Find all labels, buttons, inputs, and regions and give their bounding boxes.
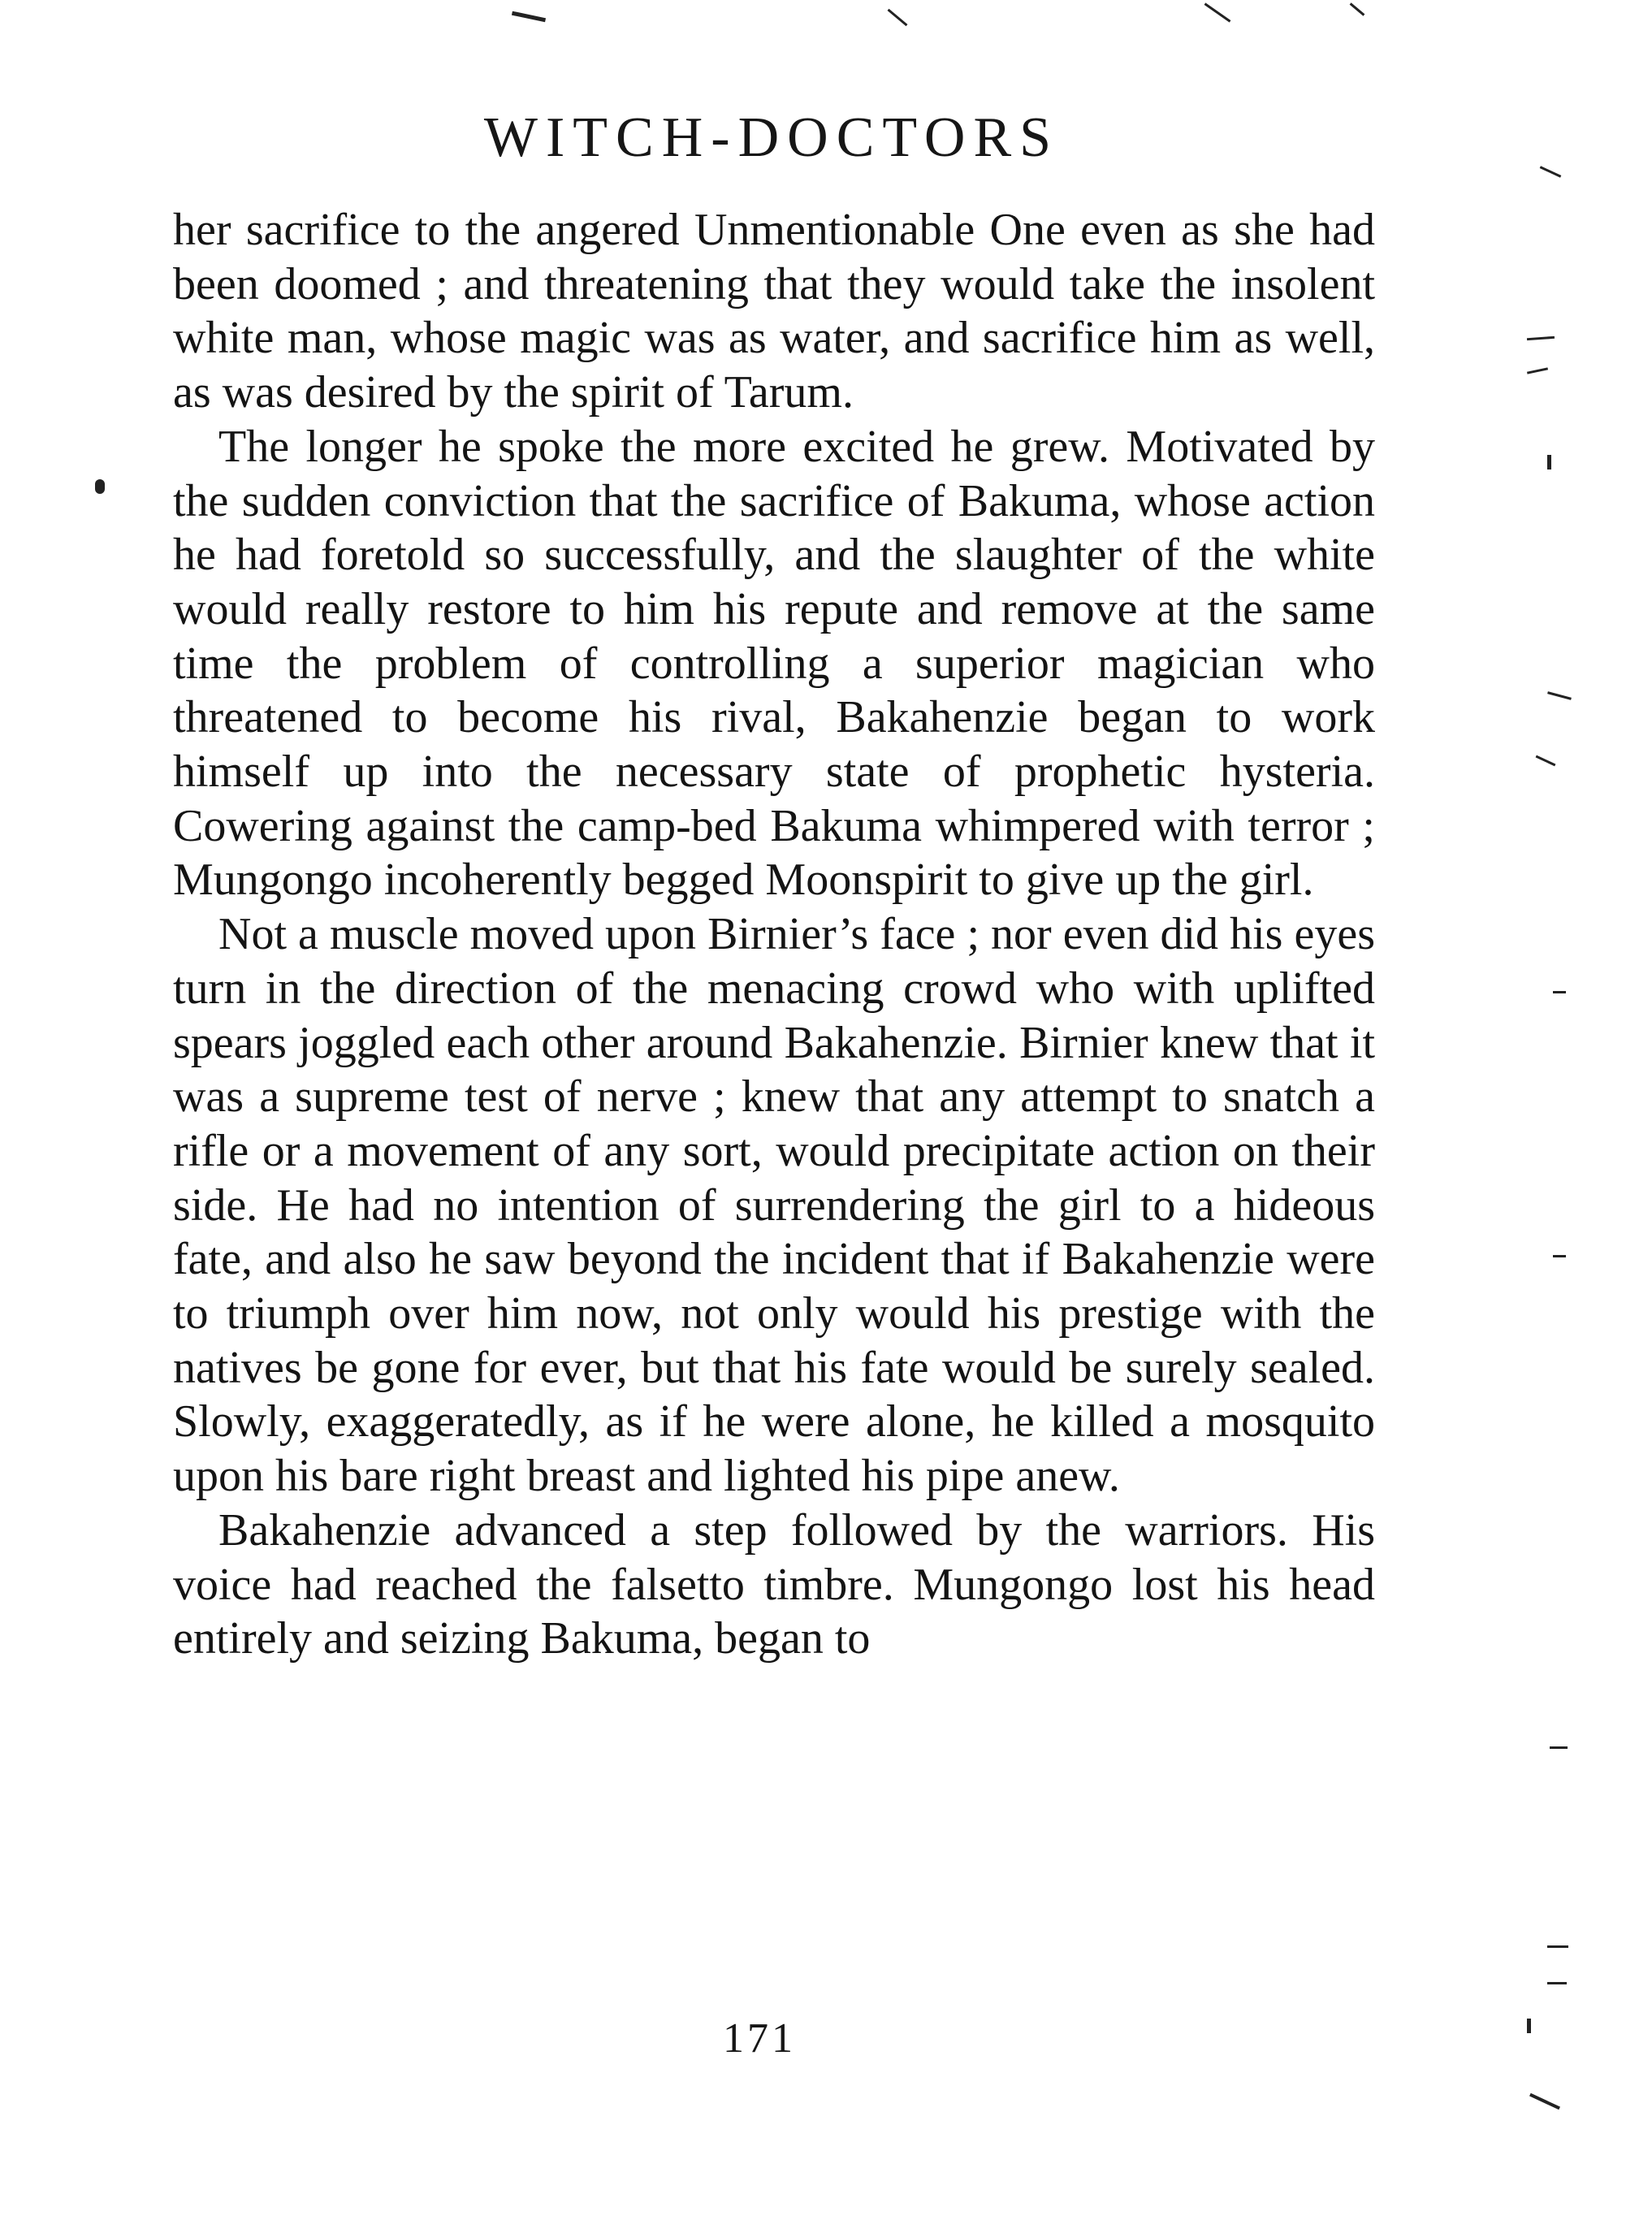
paragraph: her sacrifice to the angered Unmentionable One even as she had been doomed ; and threatening that they would take the insolent white man, whose magic was as water, and sacrifice him as well, as was desired by the spirit of Tarum.: [173, 205, 1375, 418]
margin-blot: [95, 479, 105, 494]
scan-mark: [1527, 367, 1548, 374]
paragraph: The longer he spoke the more excited he grew. Motivated by the sudden conviction that the sacrifice of Bakuma, whose action he had foretold so successfully, and the slaughter of the white would really restore to him his repute and remove at the same time the problem of controlling a superior magician who threatened to become his rival, Bakahenzie began to work himself up into the necessary state of prophetic hysteria. Cowering against the camp-bed Bakuma whimpered with terror ; Mungongo incoherently begged Moonspirit to give up the girl.: [173, 421, 1375, 906]
running-head: WITCH-DOCTORS: [483, 106, 1060, 169]
scan-mark: [1553, 1255, 1566, 1257]
scan-mark: [1536, 755, 1556, 767]
body-text: [173, 203, 1375, 1666]
paragraph: Not a muscle moved upon Birnier’s face ; nor even did his eyes turn in the direction of the menacing crowd who with uplifted spears joggled each other around Bakahenzie. Birnier knew that it was a supreme test of nerve ; knew that any attempt to snatch a rifle or a movement of any sort, would precipitate action on their side. He had no intention of surrendering the girl to a hideous fate, and also he saw beyond the incident that if Bakahenzie were to triumph over him now, not only would his prestige with the natives be gone for ever, but that his fate would be surely sealed. Slowly, exaggeratedly, as if he were alone, he killed a mosquito upon his bare right breast and lighted his pipe anew.: [173, 909, 1375, 1502]
scan-mark: [1540, 166, 1562, 178]
scan-mark: [1553, 991, 1566, 993]
paragraph: Bakahenzie advanced a step followed by the warriors. His voice had reached the falsetto timbre. Mungongo lost his head entirely and seizing Bakuma, began to: [173, 1504, 1375, 1664]
scan-mark: [888, 9, 908, 27]
scan-mark: [1204, 2, 1231, 22]
scan-mark: [1527, 2019, 1531, 2033]
scan-mark: [1547, 1982, 1567, 1984]
scan-mark: [512, 11, 546, 23]
scan-mark: [1529, 2093, 1560, 2110]
scan-mark: [1527, 336, 1555, 340]
scan-mark: [1550, 1746, 1568, 1749]
scan-mark: [1547, 691, 1572, 700]
scan-mark: [1350, 2, 1365, 15]
scan-mark: [1547, 1945, 1568, 1948]
page-number: 171: [723, 2015, 796, 2062]
scan-mark: [1547, 455, 1551, 470]
